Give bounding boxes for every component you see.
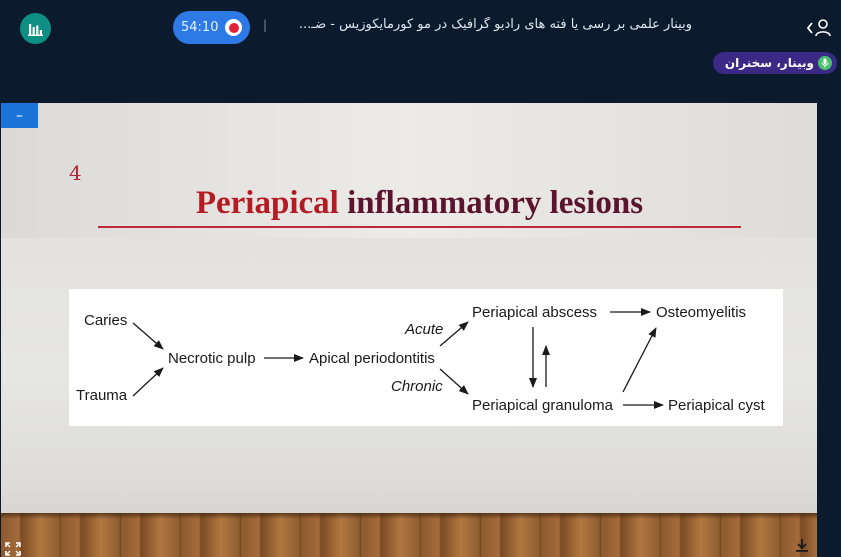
node-caries: Caries <box>84 312 128 329</box>
slide-floor-decoration <box>1 513 817 557</box>
arrow-granuloma-osteomyelitis <box>623 328 656 392</box>
arrow-caries-necrotic <box>133 323 163 349</box>
webinar-title: وبینار علمی بر رسی یا فته های رادیو گرافیک در مو کورمایکوزیس - ضـ... <box>298 17 692 32</box>
node-periapical-cyst: Periapical cyst <box>668 397 765 414</box>
record-icon[interactable] <box>225 19 242 36</box>
chevron-left-icon <box>808 23 812 33</box>
bar-chart-icon <box>28 22 44 36</box>
node-osteomyelitis: Osteomyelitis <box>656 304 747 321</box>
fullscreen-button[interactable] <box>5 541 21 555</box>
arrow-trauma-necrotic <box>133 368 163 396</box>
stats-button[interactable] <box>20 13 51 44</box>
arrow-apical-granuloma <box>440 369 468 394</box>
role-badge <box>713 52 837 74</box>
node-trauma: Trauma <box>76 387 128 404</box>
node-periapical-granuloma: Periapical granuloma <box>472 397 613 414</box>
title-separator: | <box>263 18 268 32</box>
arrow-apical-abscess <box>440 322 468 346</box>
user-icon <box>816 20 830 36</box>
node-periapical-abscess: Periapical abscess <box>472 304 598 321</box>
timer-text: 54:10 <box>181 20 219 35</box>
slide-number: 4 <box>69 161 82 185</box>
label-chronic: Chronic <box>391 378 443 395</box>
fullscreen-icon <box>5 542 21 556</box>
mic-icon <box>818 56 832 70</box>
slide-title-rest: inflammatory lesions <box>338 185 644 221</box>
recording-timer[interactable] <box>173 11 250 44</box>
collapse-button[interactable]: – <box>1 103 38 128</box>
download-icon <box>794 537 810 553</box>
lesion-flow-diagram <box>69 289 783 426</box>
user-menu-button[interactable] <box>804 15 834 41</box>
presentation-slide <box>1 103 817 557</box>
slide-title-accent: Periapical <box>195 185 339 221</box>
download-button[interactable] <box>794 537 810 553</box>
node-apical-periodontitis: Apical periodontitis <box>309 350 435 367</box>
node-necrotic-pulp: Necrotic pulp <box>168 350 256 367</box>
title-underline <box>98 226 741 228</box>
label-acute: Acute <box>405 321 444 338</box>
slide-title <box>98 185 741 222</box>
right-rail <box>817 103 841 557</box>
role-badge-label: وبینار، سخنران <box>724 56 814 70</box>
